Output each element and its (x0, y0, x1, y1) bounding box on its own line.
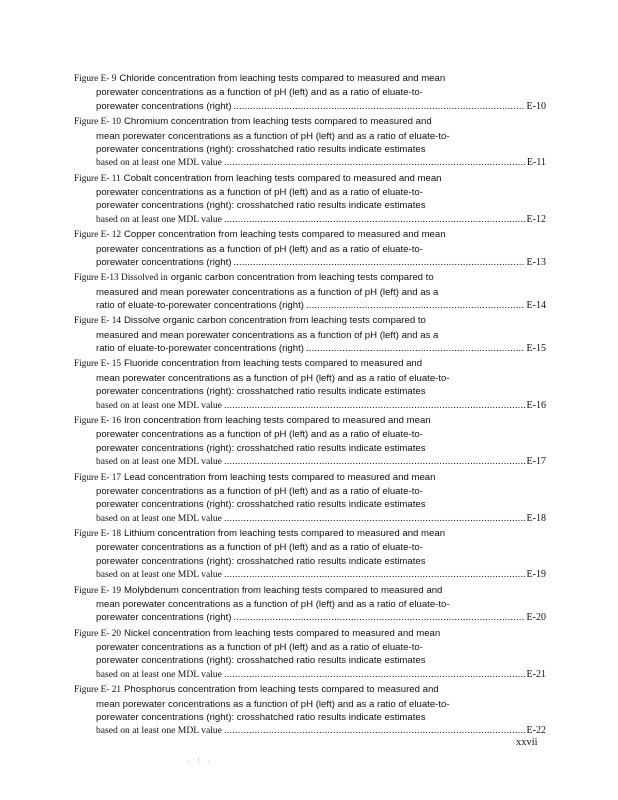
figure-caption-text: porewater concentrations (right): crosshatched ratio results indicate estimates (96, 442, 426, 454)
figure-caption-text: porewater concentrations (right) (96, 256, 232, 268)
toc-page-ref[interactable]: E-13 (526, 256, 546, 268)
dot-leader (224, 668, 525, 681)
figure-label: Figure E- 12 (74, 230, 121, 241)
figure-caption-text: Molybdenum concentration from leaching tests compared to measured and (124, 584, 443, 596)
toc-entry-line (74, 598, 546, 611)
toc-entry[interactable] (74, 228, 546, 269)
toc-entry[interactable] (74, 414, 546, 469)
toc-entry-line (74, 143, 546, 156)
toc-page-ref[interactable]: E-15 (526, 343, 546, 355)
toc-entry-line (74, 186, 546, 199)
toc-entry[interactable] (74, 72, 546, 113)
toc-entry-line (74, 156, 546, 169)
dot-leader (224, 213, 525, 226)
toc-entry-line (74, 329, 546, 342)
figure-caption-text: porewater concentrations (right): crosshatched ratio results indicate estimates (96, 555, 426, 567)
toc-entry-line (74, 485, 546, 498)
list-of-figures (74, 72, 546, 738)
toc-page-ref[interactable]: E-11 (526, 157, 546, 169)
figure-caption-text: mean porewater concentrations as a function of pH (left) and as a ratio of eluate-to- (96, 130, 450, 142)
figure-caption-text: porewater concentrations (right): crosshatched ratio results indicate estimates (96, 143, 426, 155)
toc-entry[interactable] (74, 527, 546, 582)
figure-caption-text: mean porewater concentrations as a function of pH (left) and as a ratio of eluate-to- (96, 372, 450, 384)
figure-caption-text: Dissolve organic carbon concentration from leaching tests compared to (124, 315, 426, 327)
toc-entry-line (74, 414, 546, 428)
figure-label: Figure E- 17 (74, 472, 121, 483)
figure-caption-text: porewater concentrations as a function of pH (left) and as a ratio of eluate-to- (96, 642, 423, 654)
toc-entry-line (74, 527, 546, 541)
toc-entry-line (74, 627, 546, 641)
toc-entry[interactable] (74, 683, 546, 738)
figure-caption-text: based on at least one MDL value (96, 399, 222, 411)
figure-label: Figure E- 15 (74, 359, 121, 370)
figure-caption-text: Lead concentration from leaching tests compared to measured and mean (124, 471, 436, 483)
toc-page-ref[interactable]: E-19 (526, 569, 546, 581)
figure-label: Figure E- 19 (74, 585, 121, 596)
toc-entry-line (74, 442, 546, 455)
scan-specks: . : . (188, 756, 212, 764)
toc-entry-line (74, 471, 546, 485)
figure-caption-text: porewater concentrations as a function of pH (left) and as a ratio of eluate-to- (96, 187, 423, 199)
figure-caption-text: organic carbon concentration from leaching tests compared to (170, 272, 434, 284)
dot-leader (224, 568, 525, 581)
dot-leader (233, 100, 524, 113)
figure-caption-text: ratio of eluate-to-porewater concentrations (right) (96, 343, 304, 355)
figure-caption-text: porewater concentrations (right) (96, 100, 232, 112)
toc-entry-line (74, 130, 546, 143)
toc-entry-line (74, 541, 546, 554)
figure-caption-text: porewater concentrations (right) (96, 612, 232, 624)
figure-caption-text: Chromium concentration from leaching tests compared to measured and (124, 116, 432, 128)
toc-entry[interactable] (74, 115, 546, 170)
toc-entry-line (74, 256, 546, 269)
toc-entry-line (74, 228, 546, 242)
toc-entry[interactable] (74, 584, 546, 625)
figure-caption-text: mean porewater concentrations as a function of pH (left) and as a ratio of eluate-to- (96, 598, 450, 610)
toc-entry[interactable] (74, 314, 546, 355)
dot-leader (233, 256, 524, 269)
figure-caption-text: based on at least one MDL value (96, 725, 222, 737)
toc-entry-line (74, 498, 546, 511)
figure-caption-text: based on at least one MDL value (96, 213, 222, 225)
toc-entry-line (74, 455, 546, 468)
dot-leader (233, 611, 524, 624)
dot-leader (224, 512, 525, 525)
toc-page-ref[interactable]: E-20 (526, 612, 546, 624)
toc-entry-line (74, 399, 546, 412)
figure-label: Figure E- 10 (74, 117, 121, 128)
figure-caption-text: porewater concentrations as a function of pH (left) and as a ratio of eluate-to- (96, 542, 423, 554)
toc-entry-line (74, 611, 546, 624)
toc-entry-line (74, 568, 546, 581)
dot-leader (306, 342, 525, 355)
figure-caption-text: porewater concentrations (right): crosshatched ratio results indicate estimates (96, 655, 426, 667)
toc-page-ref[interactable]: E-18 (526, 512, 546, 524)
toc-entry-line (74, 555, 546, 568)
toc-entry-line (74, 342, 546, 355)
toc-page-ref[interactable]: E-16 (526, 399, 546, 411)
figure-caption-text: based on at least one MDL value (96, 456, 222, 468)
figure-caption-text: mean porewater concentrations as a function of pH (left) and as a ratio of eluate-to- (96, 698, 450, 710)
toc-entry-line (74, 385, 546, 398)
toc-entry-line (74, 668, 546, 681)
figure-caption-text: porewater concentrations as a function of pH (left) and as a ratio of eluate-to- (96, 87, 423, 99)
toc-page-ref[interactable]: E-17 (526, 456, 546, 468)
toc-entry-line (74, 372, 546, 385)
figure-label: Figure E-13 Dissolved in (74, 273, 168, 284)
toc-entry-line (74, 654, 546, 667)
toc-entry-line (74, 724, 546, 737)
toc-entry-line (74, 299, 546, 312)
figure-caption-text: measured and mean porewater concentrations as a function of pH (left) and as a (96, 286, 439, 298)
figure-caption-text: porewater concentrations (right): crosshatched ratio results indicate estimates (96, 200, 426, 212)
toc-page-ref[interactable]: E-12 (526, 213, 546, 225)
figure-caption-text: Cobalt concentration from leaching tests compared to measured and mean (123, 172, 442, 184)
figure-caption-text: based on at least one MDL value (96, 668, 222, 680)
figure-label: Figure E- 21 (74, 685, 121, 696)
toc-entry-line (74, 286, 546, 299)
toc-page-ref[interactable]: E-14 (526, 300, 546, 312)
figure-caption-text: Fluoride concentration from leaching tests compared to measured and (124, 358, 423, 370)
figure-caption-text: measured and mean porewater concentrations as a function of pH (left) and as a (96, 329, 439, 341)
toc-entry-line (74, 115, 546, 129)
toc-entry-line (74, 683, 546, 697)
dot-leader (224, 455, 525, 468)
toc-page-ref[interactable]: E-22 (526, 725, 546, 737)
dot-leader (224, 156, 525, 169)
figure-caption-text: based on at least one MDL value (96, 512, 222, 524)
figure-label: Figure E- 16 (74, 415, 121, 426)
dot-leader (224, 399, 525, 412)
figure-caption-text: porewater concentrations as a function of pH (left) and as a ratio of eluate-to- (96, 429, 423, 441)
toc-entry-line (74, 199, 546, 212)
figure-label: Figure E- 20 (74, 628, 121, 639)
toc-entry-line (74, 512, 546, 525)
toc-entry-line (74, 428, 546, 441)
dot-leader (224, 724, 525, 737)
toc-page-ref[interactable]: E-21 (526, 668, 546, 680)
toc-entry-line (74, 72, 546, 86)
toc-entry-line (74, 314, 546, 328)
toc-entry-line (74, 711, 546, 724)
dot-leader (306, 299, 525, 312)
toc-entry[interactable] (74, 172, 546, 227)
toc-entry-line (74, 357, 546, 371)
toc-entry[interactable] (74, 271, 546, 312)
figure-caption-text: based on at least one MDL value (96, 157, 222, 169)
toc-entry[interactable] (74, 627, 546, 682)
toc-page-ref[interactable]: E-10 (526, 100, 546, 112)
figure-caption-text: Iron concentration from leaching tests compared to measured and mean (124, 414, 431, 426)
page-number: xxvii (516, 737, 538, 748)
figure-caption-text: porewater concentrations as a function of pH (left) and as a ratio of eluate-to- (96, 243, 423, 255)
figure-caption-text: Nickel concentration from leaching tests compared to measured and mean (124, 627, 441, 639)
toc-entry-line (74, 213, 546, 226)
toc-entry-line (74, 100, 546, 113)
figure-label: Figure E- 14 (74, 316, 121, 327)
figure-caption-text: based on at least one MDL value (96, 569, 222, 581)
toc-entry-line (74, 243, 546, 256)
toc-entry-line (74, 584, 546, 598)
figure-caption-text: porewater concentrations (right): crosshatched ratio results indicate estimates (96, 711, 426, 723)
toc-entry-line (74, 86, 546, 99)
figure-caption-text: Phosphorus concentration from leaching tests compared to measured and (124, 684, 439, 696)
figure-caption-text: porewater concentrations (right): crosshatched ratio results indicate estimates (96, 386, 426, 398)
figure-caption-text: porewater concentrations (right): crosshatched ratio results indicate estimates (96, 499, 426, 511)
toc-entry-line (74, 172, 546, 186)
toc-entry[interactable] (74, 357, 546, 412)
figure-caption-text: Chloride concentration from leaching tests compared to measured and mean (119, 73, 446, 84)
figure-caption-text: Copper concentration from leaching tests compared to measured and mean (124, 229, 446, 241)
figure-caption-text: Lithium concentration from leaching tests compared to measured and mean (124, 528, 446, 540)
toc-entry[interactable] (74, 471, 546, 526)
figure-label: Figure E- 18 (74, 529, 121, 540)
toc-entry-line (74, 271, 546, 285)
figure-caption-text: ratio of eluate-to-porewater concentrations (right) (96, 300, 304, 312)
toc-entry-line (74, 641, 546, 654)
figure-label: Figure E- 9 (74, 74, 117, 84)
figure-caption-text: porewater concentrations as a function of pH (left) and as a ratio of eluate-to- (96, 485, 423, 497)
figure-label: Figure E- 11 (74, 173, 121, 184)
toc-entry-line (74, 698, 546, 711)
